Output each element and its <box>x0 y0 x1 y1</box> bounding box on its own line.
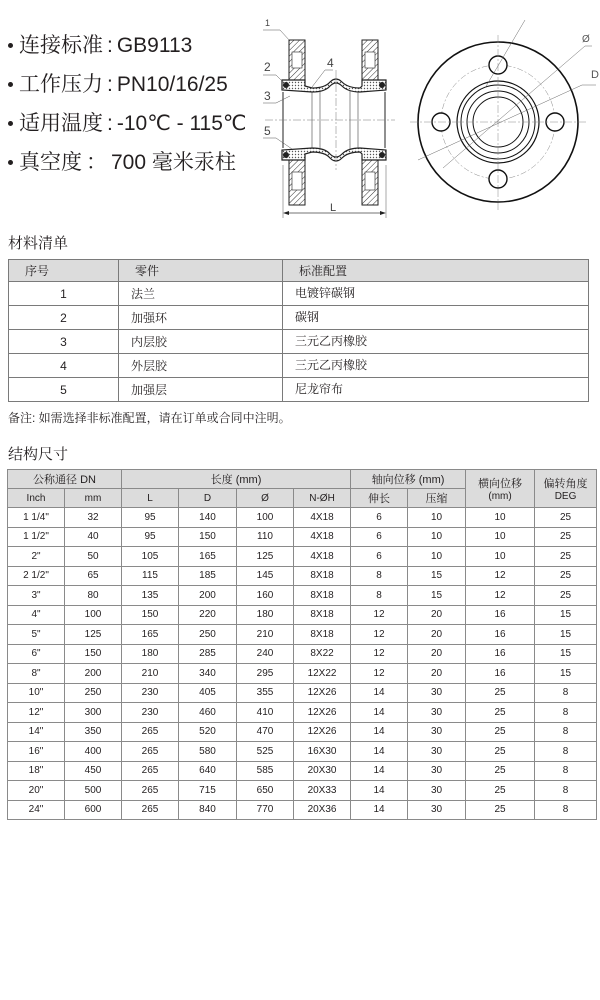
cell-mm: 200 <box>65 664 122 684</box>
header-extension: 伸长 <box>351 489 408 508</box>
cell-phi: 210 <box>237 625 294 645</box>
cell-lateral: 12 <box>466 566 535 586</box>
cell-lateral: 12 <box>466 586 535 606</box>
cell-inch: 10" <box>8 683 65 703</box>
spec-value: 700 毫米汞柱 <box>111 150 236 174</box>
header-axial: 轴向位移 (mm) <box>351 470 466 489</box>
cell-spec: 三元乙丙橡胶 <box>283 330 589 354</box>
cell-compression: 30 <box>408 781 466 801</box>
cell-part: 加强层 <box>119 378 283 402</box>
cell-inch: 1 1/4" <box>8 508 65 528</box>
dimensions-row <box>8 586 597 606</box>
cell-n-phi-h: 20X36 <box>294 800 351 820</box>
cell-angle: 8 <box>535 742 597 762</box>
cell-lateral: 25 <box>466 781 535 801</box>
dim-L-label: L <box>330 202 337 214</box>
materials-table <box>8 259 589 402</box>
cell-angle: 15 <box>535 625 597 645</box>
cell-lateral: 16 <box>466 625 535 645</box>
cell-compression: 30 <box>408 703 466 723</box>
cell-L: 265 <box>122 781 179 801</box>
cell-phi: 770 <box>237 800 294 820</box>
cell-inch: 2 1/2" <box>8 566 65 586</box>
cell-extension: 14 <box>351 781 408 801</box>
cell-compression: 30 <box>408 800 466 820</box>
cell-inch: 24" <box>8 800 65 820</box>
cell-no: 1 <box>9 282 119 306</box>
cell-mm: 32 <box>65 508 122 528</box>
cell-n-phi-h: 12X26 <box>294 722 351 742</box>
cell-n-phi-h: 12X26 <box>294 683 351 703</box>
cell-extension: 6 <box>351 508 408 528</box>
materials-row <box>9 378 589 402</box>
cell-n-phi-h: 8X18 <box>294 625 351 645</box>
cell-extension: 14 <box>351 800 408 820</box>
cell-D: 640 <box>179 761 237 781</box>
front-view <box>410 20 599 210</box>
cell-n-phi-h: 8X18 <box>294 586 351 606</box>
dimensions-row <box>8 781 597 801</box>
cell-inch: 2" <box>8 547 65 567</box>
cell-angle: 8 <box>535 800 597 820</box>
cell-mm: 100 <box>65 605 122 625</box>
cell-mm: 250 <box>65 683 122 703</box>
dimensions-row <box>8 703 597 723</box>
cell-compression: 30 <box>408 683 466 703</box>
cell-phi: 240 <box>237 644 294 664</box>
cell-no: 5 <box>9 378 119 402</box>
cell-mm: 50 <box>65 547 122 567</box>
spec-value: PN10/16/25 <box>116 72 228 96</box>
cell-compression: 10 <box>408 508 466 528</box>
cell-D: 140 <box>179 508 237 528</box>
dimensions-row <box>8 527 597 547</box>
bullet-icon <box>8 82 13 87</box>
cell-mm: 400 <box>65 742 122 762</box>
cell-compression: 20 <box>408 605 466 625</box>
spec-item-pressure <box>6 65 247 104</box>
cell-angle: 8 <box>535 781 597 801</box>
cell-compression: 30 <box>408 761 466 781</box>
cell-phi: 585 <box>237 761 294 781</box>
cell-D: 405 <box>179 683 237 703</box>
cell-L: 230 <box>122 683 179 703</box>
materials-row <box>9 306 589 330</box>
right-flange <box>362 40 378 205</box>
cell-n-phi-h: 4X18 <box>294 547 351 567</box>
bellows-bottom <box>282 148 386 161</box>
spec-label: 连接标准 <box>19 33 103 57</box>
cell-lateral: 25 <box>466 703 535 723</box>
cell-lateral: 10 <box>466 547 535 567</box>
cell-compression: 15 <box>408 586 466 606</box>
cell-lateral: 10 <box>466 527 535 547</box>
cell-inch: 12" <box>8 703 65 723</box>
cell-extension: 12 <box>351 625 408 645</box>
header-mm: mm <box>65 489 122 508</box>
cell-inch: 14" <box>8 722 65 742</box>
spec-label: 适用温度 <box>19 111 103 135</box>
section-view <box>263 18 395 218</box>
cell-phi: 160 <box>237 586 294 606</box>
cell-spec: 三元乙丙橡胶 <box>283 354 589 378</box>
cell-inch: 16" <box>8 742 65 762</box>
cell-phi: 100 <box>237 508 294 528</box>
spec-value: -10℃ - 115℃ <box>116 111 247 135</box>
dimensions-row <box>8 722 597 742</box>
cell-D: 220 <box>179 605 237 625</box>
header-L: L <box>122 489 179 508</box>
dimensions-row <box>8 566 597 586</box>
header-phi: Ø <box>237 489 294 508</box>
cell-compression: 15 <box>408 566 466 586</box>
cell-n-phi-h: 16X30 <box>294 742 351 762</box>
cell-phi: 295 <box>237 664 294 684</box>
dimensions-row <box>8 683 597 703</box>
cell-angle: 25 <box>535 586 597 606</box>
cell-inch: 6" <box>8 644 65 664</box>
cell-inch: 4" <box>8 605 65 625</box>
dimensions-group-header-row <box>8 470 597 489</box>
dimensions-row <box>8 547 597 567</box>
cell-no: 2 <box>9 306 119 330</box>
header-angle-line2: DEG <box>554 491 577 502</box>
cell-extension: 6 <box>351 547 408 567</box>
spec-label: 工作压力 <box>19 72 103 96</box>
cell-angle: 8 <box>535 703 597 723</box>
cell-angle: 25 <box>535 566 597 586</box>
cell-D: 340 <box>179 664 237 684</box>
cell-inch: 8" <box>8 664 65 684</box>
header-inch: Inch <box>8 489 65 508</box>
dimensions-row <box>8 761 597 781</box>
cell-extension: 14 <box>351 683 408 703</box>
cell-phi: 125 <box>237 547 294 567</box>
cell-phi: 355 <box>237 683 294 703</box>
cell-lateral: 16 <box>466 644 535 664</box>
cell-D: 185 <box>179 566 237 586</box>
cell-mm: 40 <box>65 527 122 547</box>
cell-D: 165 <box>179 547 237 567</box>
cell-compression: 20 <box>408 625 466 645</box>
header-compression: 压缩 <box>408 489 466 508</box>
cell-L: 150 <box>122 605 179 625</box>
spec-item-temperature <box>6 104 247 143</box>
bellows-top <box>282 79 386 92</box>
cell-n-phi-h: 4X18 <box>294 527 351 547</box>
cell-spec: 尼龙帘布 <box>283 378 589 402</box>
cell-part: 外层胶 <box>119 354 283 378</box>
cell-n-phi-h: 8X22 <box>294 644 351 664</box>
callout-2: 2 <box>264 60 271 74</box>
cell-D: 580 <box>179 742 237 762</box>
cell-L: 135 <box>122 586 179 606</box>
cell-L: 165 <box>122 625 179 645</box>
dim-phi-label: Ø <box>582 34 590 45</box>
cell-phi: 525 <box>237 742 294 762</box>
cell-inch: 20" <box>8 781 65 801</box>
cell-n-phi-h: 20X33 <box>294 781 351 801</box>
cell-mm: 150 <box>65 644 122 664</box>
dimensions-row <box>8 742 597 762</box>
cell-extension: 8 <box>351 566 408 586</box>
cell-angle: 25 <box>535 527 597 547</box>
header-dn: 公称通径 DN <box>8 470 122 489</box>
header-no: 序号 <box>9 260 119 282</box>
cell-no: 3 <box>9 330 119 354</box>
cell-spec: 碳钢 <box>283 306 589 330</box>
cell-inch: 1 1/2" <box>8 527 65 547</box>
cell-L: 115 <box>122 566 179 586</box>
materials-title: 材料清单 <box>8 235 69 252</box>
cell-phi: 470 <box>237 722 294 742</box>
cell-angle: 15 <box>535 664 597 684</box>
callout-3: 3 <box>264 89 271 103</box>
header-spec: 标准配置 <box>283 260 589 282</box>
cell-angle: 8 <box>535 722 597 742</box>
cell-L: 265 <box>122 722 179 742</box>
cell-mm: 300 <box>65 703 122 723</box>
cell-extension: 14 <box>351 761 408 781</box>
cell-lateral: 25 <box>466 742 535 762</box>
cell-L: 265 <box>122 761 179 781</box>
cell-inch: 5" <box>8 625 65 645</box>
cell-no: 4 <box>9 354 119 378</box>
spec-sep: ： <box>86 150 107 174</box>
cell-lateral: 16 <box>466 664 535 684</box>
cell-extension: 14 <box>351 742 408 762</box>
dim-D-label: D <box>591 69 599 81</box>
spec-sep: : <box>107 111 113 135</box>
cell-angle: 15 <box>535 605 597 625</box>
header-angle <box>535 470 597 508</box>
cell-D: 520 <box>179 722 237 742</box>
dimensions-row <box>8 644 597 664</box>
header-lateral-line2: (mm) <box>488 491 512 502</box>
cell-part: 内层胶 <box>119 330 283 354</box>
cell-angle: 8 <box>535 761 597 781</box>
cell-phi: 145 <box>237 566 294 586</box>
cell-L: 95 <box>122 527 179 547</box>
header-length: 长度 (mm) <box>122 470 351 489</box>
callout-4: 4 <box>327 56 334 70</box>
cell-n-phi-h: 12X26 <box>294 703 351 723</box>
cell-extension: 8 <box>351 586 408 606</box>
cell-lateral: 25 <box>466 761 535 781</box>
cell-angle: 8 <box>535 683 597 703</box>
header-D: D <box>179 489 237 508</box>
cell-extension: 12 <box>351 605 408 625</box>
cell-mm: 600 <box>65 800 122 820</box>
callout-5: 5 <box>264 124 271 138</box>
cell-mm: 350 <box>65 722 122 742</box>
cell-L: 265 <box>122 800 179 820</box>
cell-lateral: 25 <box>466 800 535 820</box>
callout-1: 1 <box>265 18 271 28</box>
cell-D: 200 <box>179 586 237 606</box>
technical-drawing <box>250 10 600 225</box>
header-lateral <box>466 470 535 508</box>
cell-extension: 12 <box>351 664 408 684</box>
cell-n-phi-h: 20X30 <box>294 761 351 781</box>
cell-mm: 500 <box>65 781 122 801</box>
cell-angle: 15 <box>535 644 597 664</box>
spec-label: 真空度 <box>19 150 82 174</box>
cell-extension: 14 <box>351 722 408 742</box>
cell-n-phi-h: 8X18 <box>294 605 351 625</box>
cell-angle: 25 <box>535 508 597 528</box>
cell-lateral: 25 <box>466 722 535 742</box>
cell-phi: 650 <box>237 781 294 801</box>
cell-D: 285 <box>179 644 237 664</box>
materials-row <box>9 354 589 378</box>
dimensions-row <box>8 800 597 820</box>
bullet-icon <box>8 43 13 48</box>
cell-extension: 12 <box>351 644 408 664</box>
cell-spec: 电镀锌碳钢 <box>283 282 589 306</box>
cell-phi: 410 <box>237 703 294 723</box>
cell-lateral: 25 <box>466 683 535 703</box>
spec-sep: : <box>107 33 113 57</box>
cell-extension: 14 <box>351 703 408 723</box>
cell-extension: 6 <box>351 527 408 547</box>
header-lateral-line1: 横向位移 <box>478 478 523 490</box>
cell-inch: 3" <box>8 586 65 606</box>
cell-phi: 180 <box>237 605 294 625</box>
cell-compression: 10 <box>408 527 466 547</box>
spec-item-standard <box>6 26 247 65</box>
dimensions-row <box>8 664 597 684</box>
spec-sep: : <box>107 72 113 96</box>
header-part: 零件 <box>119 260 283 282</box>
materials-row <box>9 330 589 354</box>
bullet-icon <box>8 121 13 126</box>
cell-compression: 20 <box>408 664 466 684</box>
cell-D: 460 <box>179 703 237 723</box>
cell-n-phi-h: 12X22 <box>294 664 351 684</box>
cell-mm: 80 <box>65 586 122 606</box>
materials-note: 备注: 如需选择非标准配置，请在订单或合同中注明。 <box>8 411 291 425</box>
materials-header-row <box>9 260 589 282</box>
cell-angle: 25 <box>535 547 597 567</box>
cell-phi: 110 <box>237 527 294 547</box>
cell-part: 法兰 <box>119 282 283 306</box>
cell-D: 840 <box>179 800 237 820</box>
cell-compression: 20 <box>408 644 466 664</box>
cell-L: 265 <box>122 742 179 762</box>
cell-inch: 18" <box>8 761 65 781</box>
dimensions-row <box>8 605 597 625</box>
dimensions-title: 结构尺寸 <box>8 446 69 463</box>
spec-value: GB9113 <box>116 33 193 57</box>
cell-lateral: 10 <box>466 508 535 528</box>
spec-list <box>6 26 247 182</box>
cell-L: 105 <box>122 547 179 567</box>
cell-n-phi-h: 4X18 <box>294 508 351 528</box>
cell-mm: 450 <box>65 761 122 781</box>
cell-D: 715 <box>179 781 237 801</box>
cell-lateral: 16 <box>466 605 535 625</box>
cell-L: 95 <box>122 508 179 528</box>
header-n-phi-h: N-ØH <box>294 489 351 508</box>
cell-mm: 125 <box>65 625 122 645</box>
cell-D: 150 <box>179 527 237 547</box>
spec-item-vacuum <box>6 143 247 182</box>
header-angle-line1: 偏转角度 <box>543 478 588 490</box>
cell-compression: 30 <box>408 742 466 762</box>
cell-L: 210 <box>122 664 179 684</box>
cell-L: 230 <box>122 703 179 723</box>
cell-compression: 30 <box>408 722 466 742</box>
cell-L: 180 <box>122 644 179 664</box>
dimensions-row <box>8 508 597 528</box>
cell-n-phi-h: 8X18 <box>294 566 351 586</box>
cell-mm: 65 <box>65 566 122 586</box>
dimensions-row <box>8 625 597 645</box>
left-flange <box>289 40 305 205</box>
cell-part: 加强环 <box>119 306 283 330</box>
materials-row <box>9 282 589 306</box>
bullet-icon <box>8 160 13 165</box>
dimensions-table <box>7 469 597 820</box>
cell-compression: 10 <box>408 547 466 567</box>
cell-D: 250 <box>179 625 237 645</box>
